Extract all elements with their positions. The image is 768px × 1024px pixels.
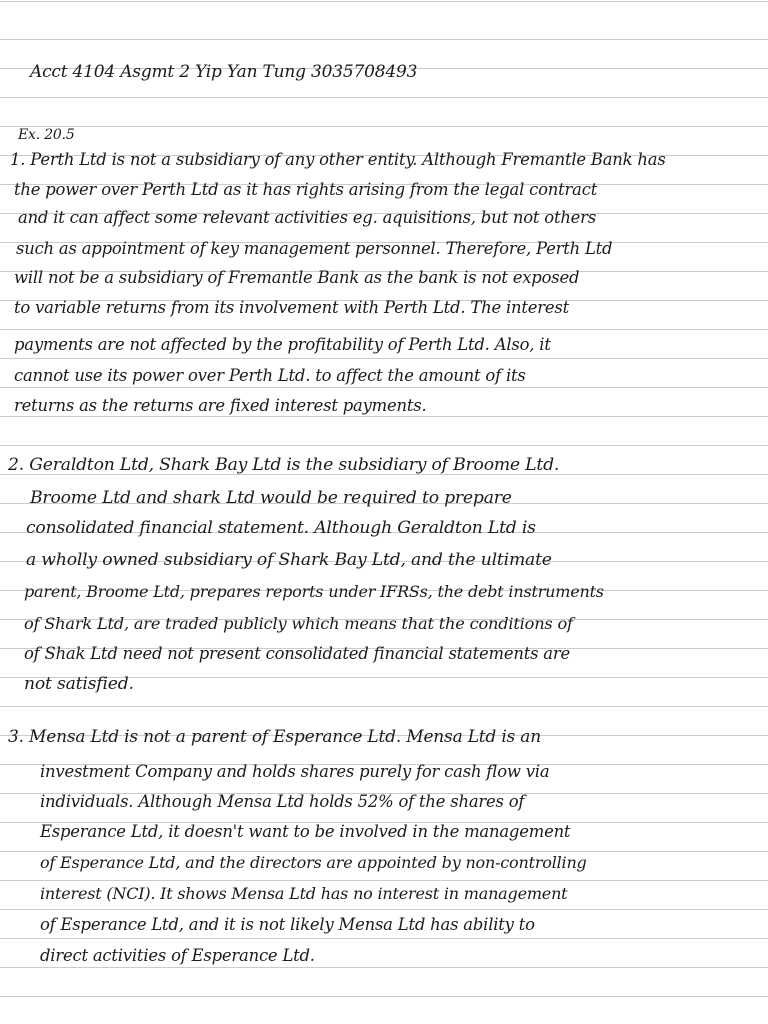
answer-line: and it can affect some relevant activities eg. aquisitions, but not others (18, 208, 597, 227)
answer-line: 2. Geraldton Ltd, Shark Bay Ltd is the subsidiary of Broome Ltd. (8, 455, 560, 475)
answer-line: not satisfied. (24, 674, 134, 694)
answer-line: 1. Perth Ltd is not a subsidiary of any other entity. Although Fremantle Bank has (10, 150, 666, 169)
answer-line: of Shak Ltd need not present consolidated financial statements are (24, 644, 571, 663)
answer-line: of Esperance Ltd, and the directors are appointed by non-controlling (40, 853, 587, 872)
answer-line: will not be a subsidiary of Fremantle Bank as the bank is not exposed (14, 268, 580, 287)
answer-line: interest (NCI). It shows Mensa Ltd has no interest in management (40, 884, 568, 903)
answer-line: Broome Ltd and shark Ltd would be required to prepare (30, 488, 512, 508)
answer-line: of Shark Ltd, are traded publicly which means that the conditions of (24, 614, 573, 633)
answer-line: payments are not affected by the profitability of Perth Ltd. Also, it (14, 335, 551, 354)
answer-line: 3. Mensa Ltd is not a parent of Esperance Ltd. Mensa Ltd is an (8, 727, 541, 747)
answer-line: consolidated financial statement. Although Geraldton Ltd is (26, 518, 536, 538)
answer-line: cannot use its power over Perth Ltd. to affect the amount of its (14, 366, 526, 385)
page-header: Acct 4104 Asgmt 2 Yip Yan Tung 3035708493 (30, 62, 418, 82)
answer-line: direct activities of Esperance Ltd. (40, 946, 315, 965)
answer-line: individuals. Although Mensa Ltd holds 52% of the shares of (40, 792, 525, 811)
exercise-label: Ex. 20.5 (18, 127, 75, 143)
answer-line: of Esperance Ltd, and it is not likely Mensa Ltd has ability to (40, 915, 535, 934)
answer-line: returns as the returns are fixed interest payments. (14, 396, 427, 415)
answer-line: such as appointment of key management personnel. Therefore, Perth Ltd (16, 239, 613, 258)
answer-line: Esperance Ltd, it doesn't want to be involved in the management (40, 822, 571, 841)
answer-line: investment Company and holds shares purely for cash flow via (40, 762, 550, 781)
answer-line: parent, Broome Ltd, prepares reports under IFRSs, the debt instruments (24, 582, 604, 601)
answer-line: to variable returns from its involvement with Perth Ltd. The interest (14, 298, 569, 317)
answer-line: a wholly owned subsidiary of Shark Bay Ltd, and the ultimate (26, 550, 552, 570)
answer-line: the power over Perth Ltd as it has rights arising from the legal contract (14, 180, 598, 199)
